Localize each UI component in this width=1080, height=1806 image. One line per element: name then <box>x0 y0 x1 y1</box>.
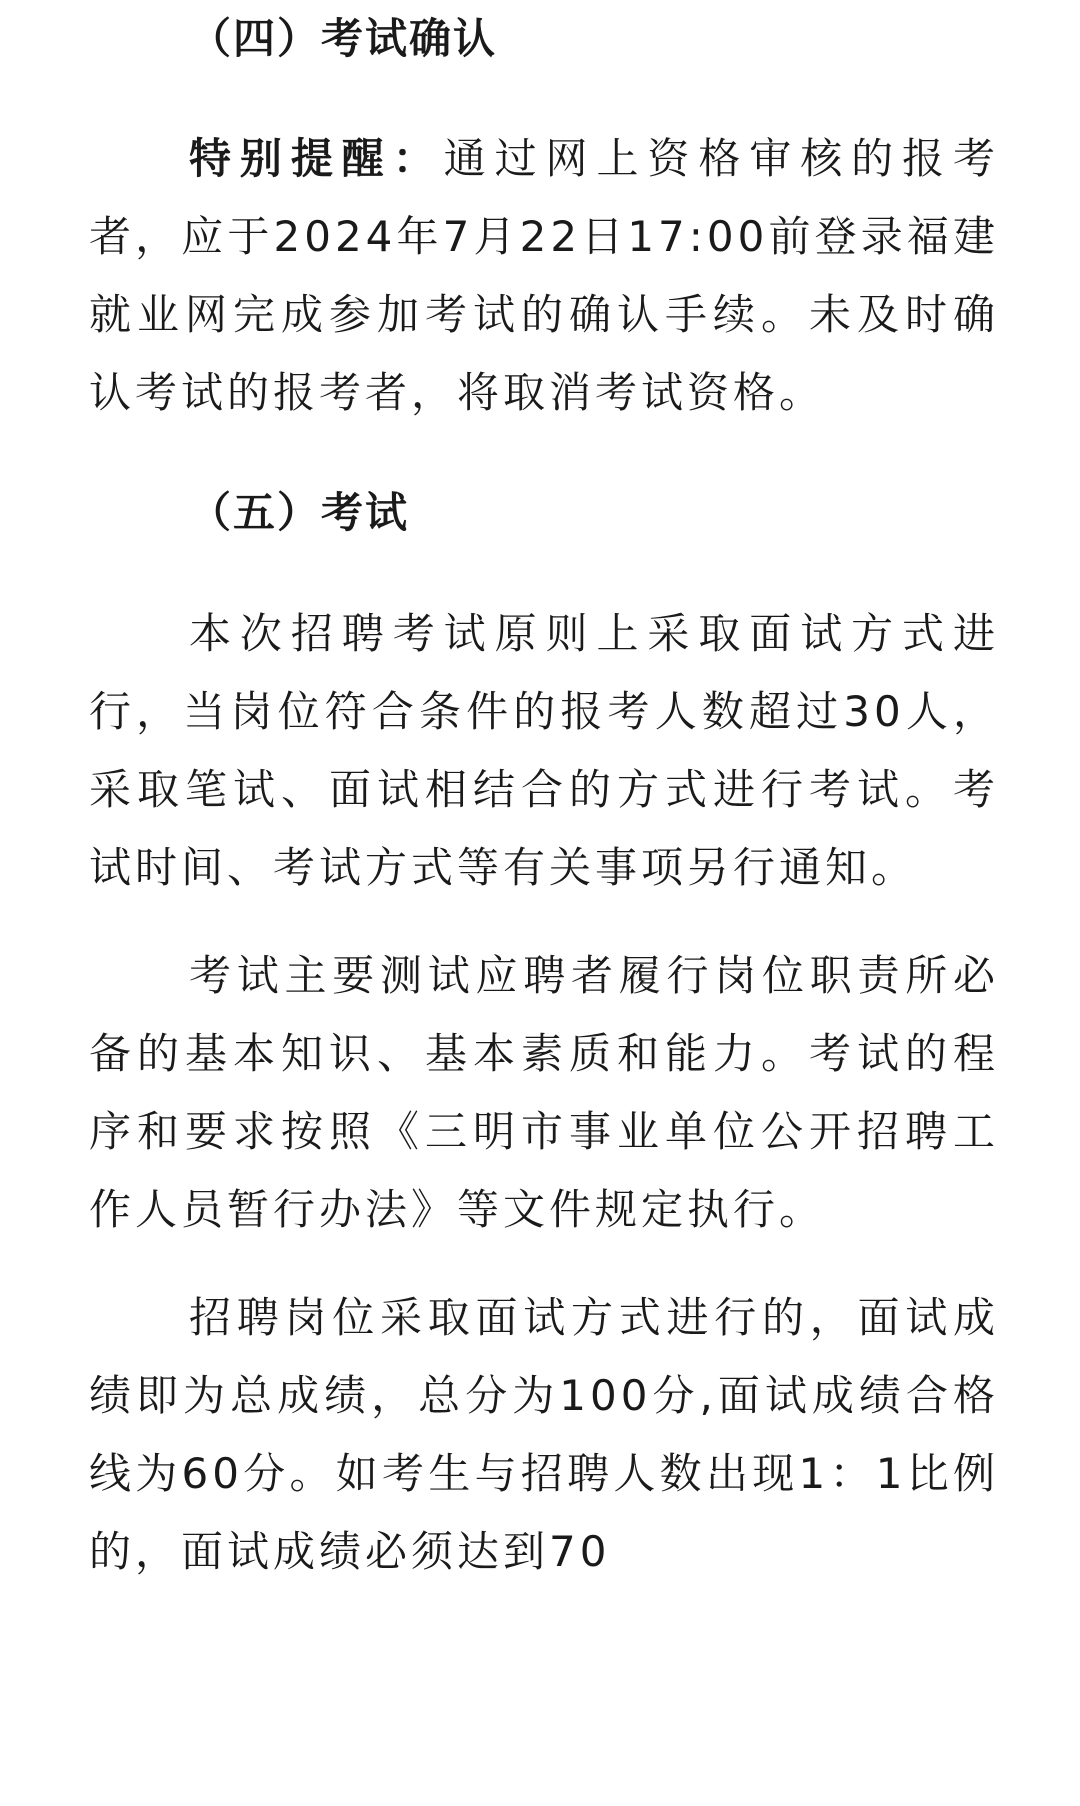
exam-content-paragraph: 考试主要测试应聘者履行岗位职责所必备的基本知识、基本素质和能力。考试的程序和要求按照《三明市事业单位公开招聘工作人员暂行办法》等文件规定执行。 <box>89 950 999 1234</box>
reminder-paragraph <box>89 120 999 432</box>
section-heading-exam: （五）考试 <box>189 488 410 538</box>
interview-score-paragraph: 招聘岗位采取面试方式进行的，面试成绩即为总成绩，总分为100分,面试成绩合格线为60分。如考生与招聘人数出现1：1比例的，面试成绩必须达到70 <box>89 1292 999 1576</box>
exam-method-paragraph: 本次招聘考试原则上采取面试方式进行，当岗位符合条件的报考人数超过30人，采取笔试、面试相结合的方式进行考试。考试时间、考试方式等有关事项另行通知。 <box>89 608 999 892</box>
section-heading-exam-confirmation: （四）考试确认 <box>189 14 498 63</box>
reminder-text: 通过网上资格审核的报考者，应于2024年7月22日17:00前登录福建就业网完成参加考试的确认手续。未及时确认考试的报考者，将取消考试资格。 <box>89 134 999 418</box>
article-body <box>89 0 999 1591</box>
reminder-label: 特别提醒： <box>189 134 444 184</box>
